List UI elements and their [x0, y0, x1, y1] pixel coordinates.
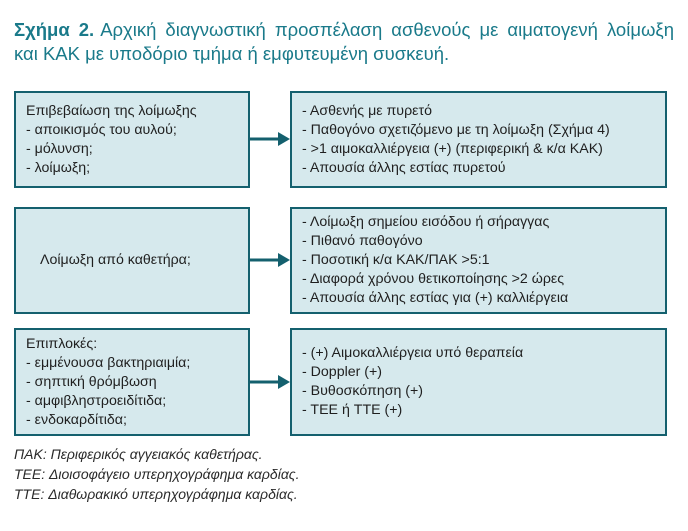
box-criteria-complications: [290, 328, 667, 436]
box-line: - σηπτική θρόμβωση: [26, 373, 157, 390]
figure-label: Σχήμα 2.: [14, 19, 95, 40]
box-line: Επιπλοκές:: [26, 335, 98, 352]
box-line: - >1 αιμοκαλλιέργεια (+) (περιφερική & κ/α ΚΑΚ): [302, 140, 603, 157]
box-complications: [14, 328, 250, 436]
box-line: Επιβεβαίωση της λοίμωξης: [26, 102, 197, 119]
box-line: - Πιθανό παθογόνο: [302, 233, 423, 249]
footnotes: [14, 444, 300, 504]
box-line: - Ποσοτική κ/α ΚΑΚ/ΠΑΚ >5:1: [302, 252, 490, 268]
box-criteria-catheter: [290, 207, 667, 314]
box-line: - Απουσία άλλης εστίας για (+) καλλιέργεια: [302, 290, 569, 306]
figure-title: [14, 18, 674, 66]
box-catheter-infection: [14, 207, 250, 314]
box-line: - μόλυνση;: [26, 140, 93, 157]
box-line: - λοίμωξη;: [26, 159, 91, 176]
box-line: - TEE ή TTE (+): [302, 402, 403, 418]
box-line: - Λοίμωξη σημείου εισόδου ή σήραγγας: [302, 214, 550, 230]
box-line: - (+) Αιμοκαλλιέργεια υπό θεραπεία: [302, 345, 524, 361]
box-line: Λοίμωξη από καθετήρα;: [40, 252, 191, 268]
box-line: - αποικισμός του αυλού;: [26, 121, 177, 138]
box-line: - εμμένουσα βακτηριαιμία;: [26, 354, 191, 371]
footnote: TEE: Διοισοφάγειο υπερηχογράφημα καρδίας.: [14, 466, 300, 482]
arrow-right-icon: [250, 131, 290, 147]
box-line: - Απουσία άλλης εστίας πυρετού: [302, 159, 506, 176]
box-line: - αμφιβληστροειδίτιδα;: [26, 392, 167, 409]
arrow-right-icon: [250, 252, 290, 268]
footnote: TTE: Διαθωρακικό υπερηχογράφημα καρδίας.: [14, 486, 298, 502]
arrow-right-icon: [250, 374, 290, 390]
footnote: ΠΑΚ: Περιφερικός αγγειακός καθετήρας.: [14, 446, 263, 462]
figure-caption: Αρχική διαγνωστική προσπέλαση ασθενούς με αιματογενή λοίμωξη και ΚΑΚ με υποδόριο τμήμα ή εμφυτευμένη συσκευή.: [14, 19, 674, 64]
box-line: - Βυθοσκόπηση (+): [302, 383, 424, 399]
box-infection-confirmation: [14, 91, 250, 188]
box-line: - Ασθενής με πυρετό: [302, 102, 432, 119]
box-line: - ενδοκαρδίτιδα;: [26, 411, 127, 428]
box-criteria-infection: [290, 91, 667, 188]
box-line: - Παθογόνο σχετιζόμενο με τη λοίμωξη (Σχήμα 4): [302, 121, 610, 138]
box-line: - Διαφορά χρόνου θετικοποίησης >2 ώρες: [302, 271, 565, 287]
box-line: - Doppler (+): [302, 364, 383, 380]
